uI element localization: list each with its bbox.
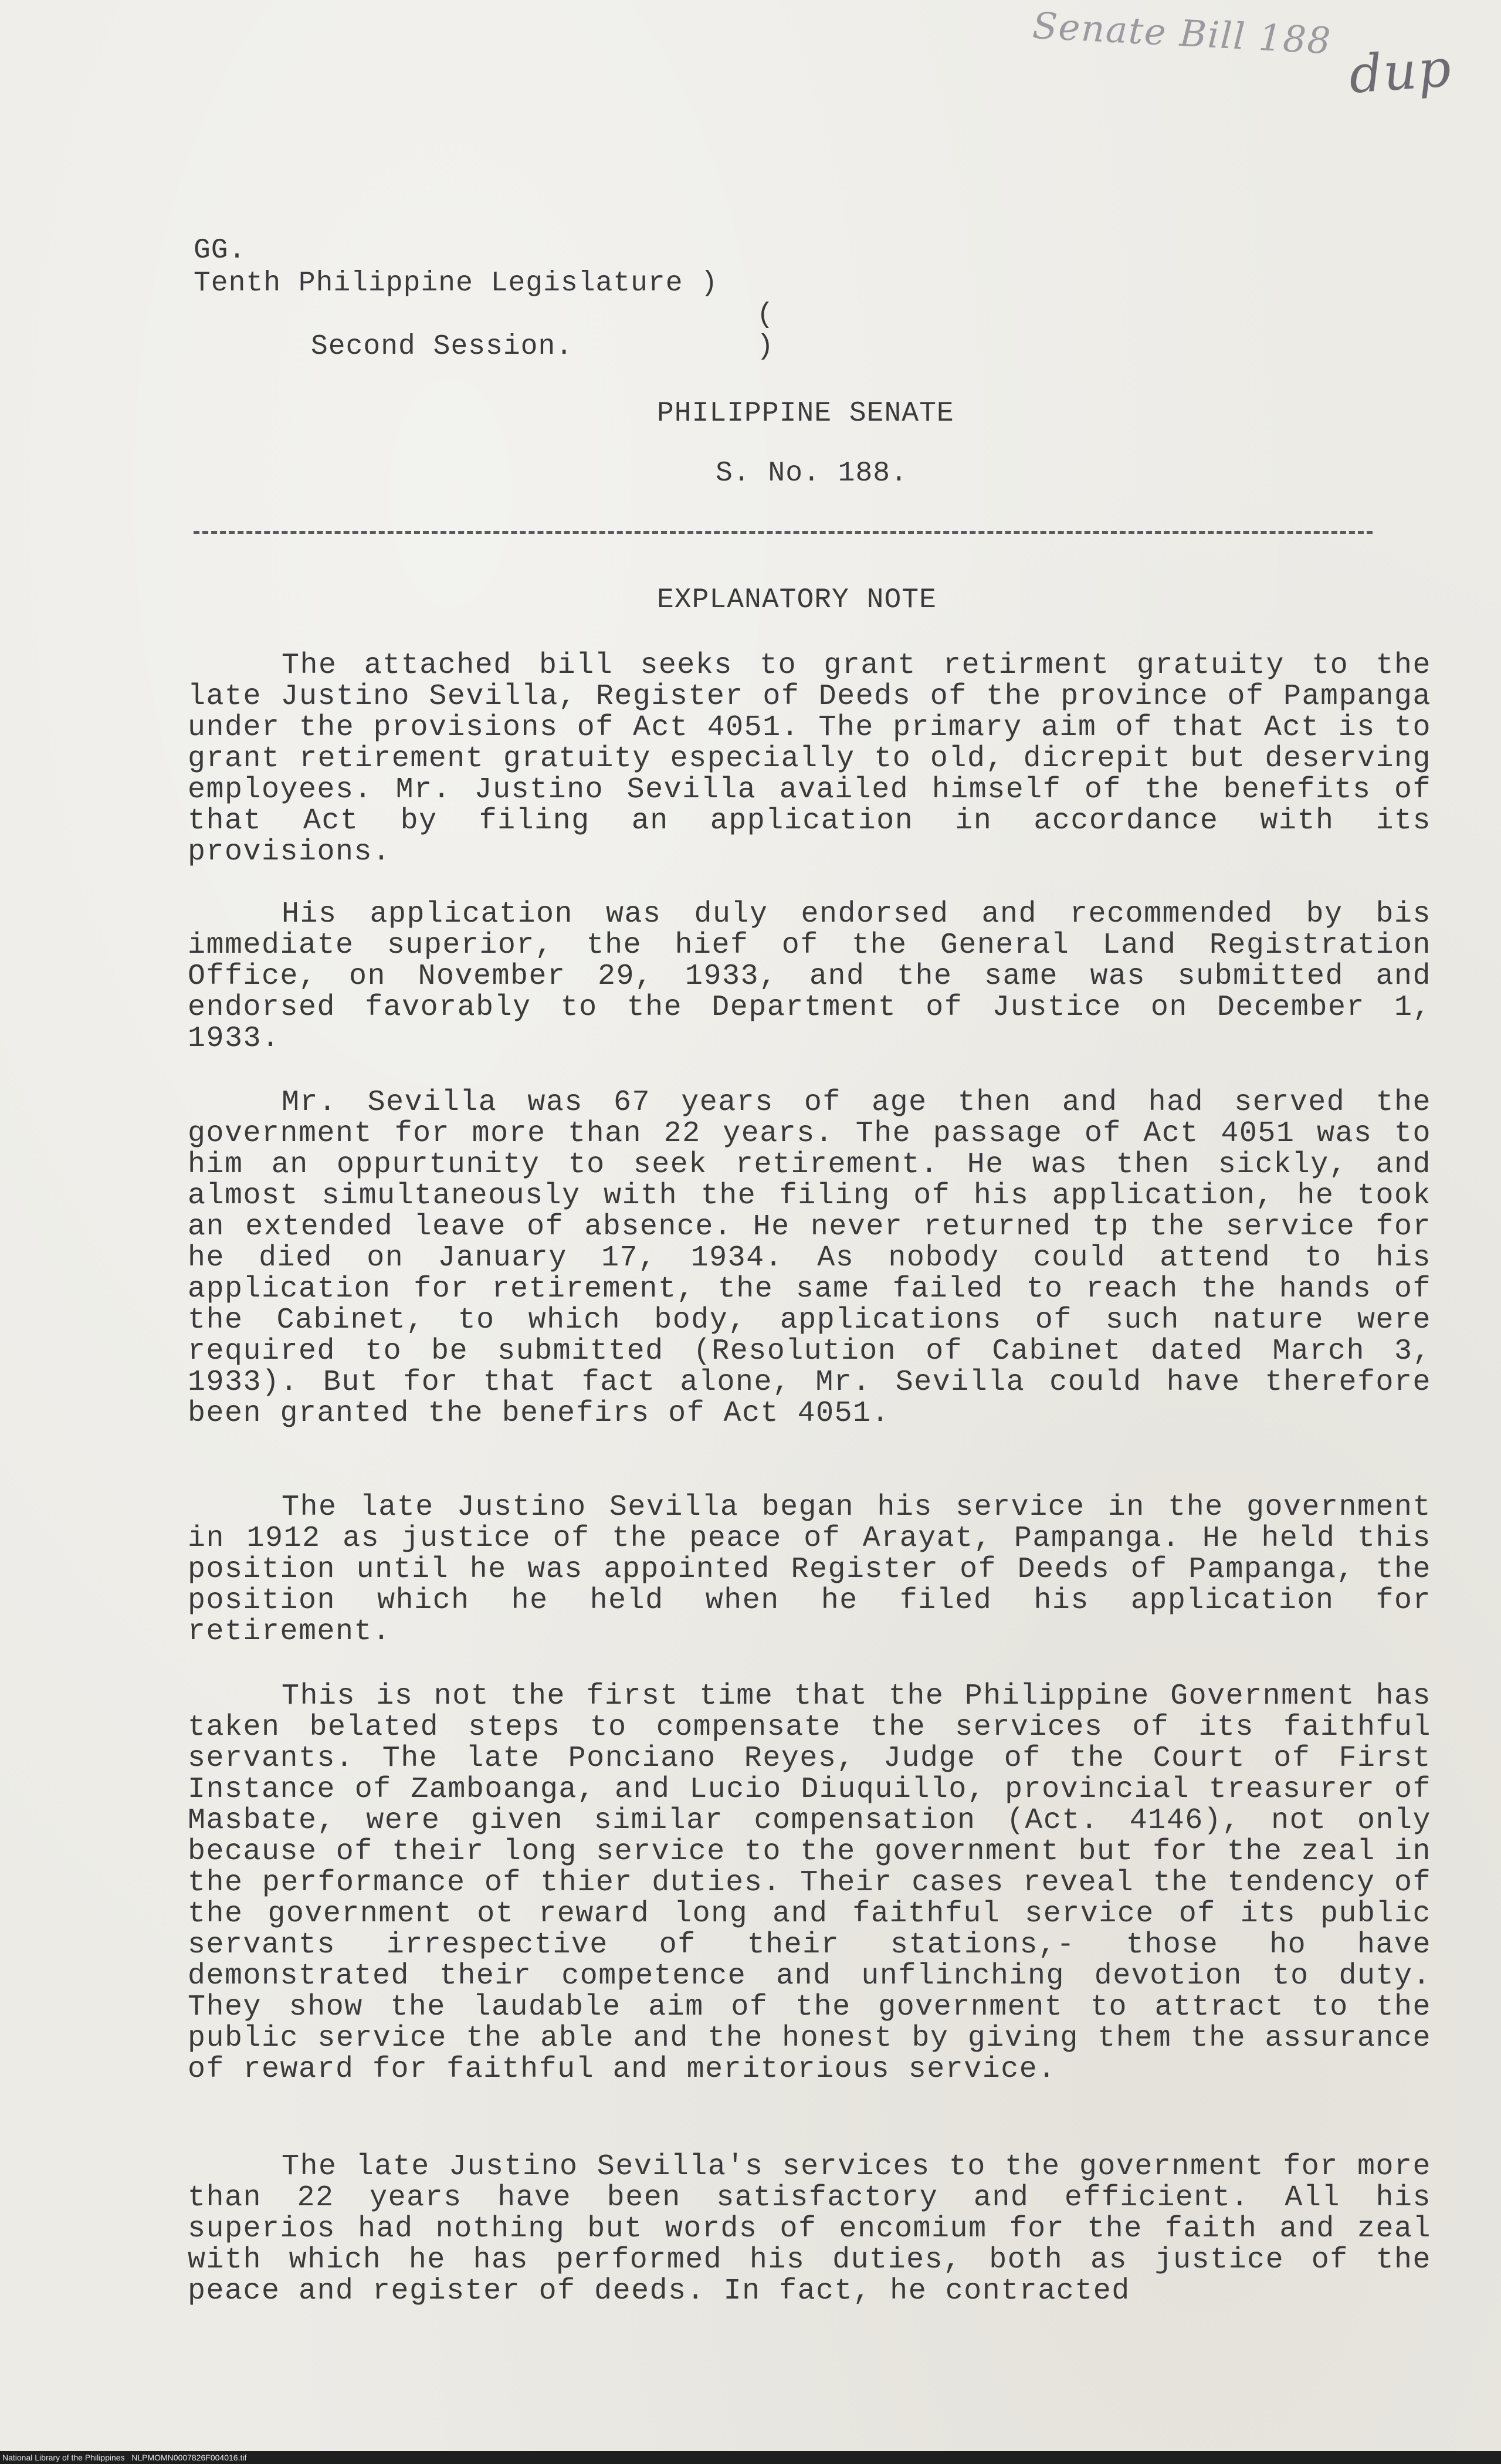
senate-title: PHILIPPINE SENATE [657, 398, 954, 429]
archive-footer-label: National Library of the Philippines NLPMOMN0007826F004016.tif [0, 2451, 1501, 2464]
paragraph-text: Mr. Sevilla was 67 years of age then and had served the government for more than 22 years. The passage of Act 4051 was to him an oppurtunity to seek retirement. He was then sickly, and almost simultaneously with the filing of his application, he took an extended leave of absence. He never returned tp the service for he died on January 17, 1934. As nobody could attend to his application for retirement, the same failed to reach the hands of the Cabinet, to which body, applications of such nature were required to be submitted (Resolution of Cabinet dated March 3, 1933). But for that fact alone, Mr. Sevilla could have therefore been granted the benefirs of Act 4051. [188, 1086, 1431, 1430]
handwritten-bill-note: Senate Bill 188 [1031, 4, 1333, 63]
document-id: GG. [194, 235, 246, 266]
dashed-separator [194, 531, 1373, 534]
handwritten-dup-note: dup [1347, 38, 1454, 105]
paragraph-1 [188, 650, 1431, 868]
paragraph-5 [188, 1681, 1431, 2085]
paragraph-text: The late Justino Sevilla began his service in the government in 1912 as justice of the peace of Arayat, Pampanga. He held this position until he was appointed Register of Deeds of Pampanga, the position which he held when he filed his application for retirement. [188, 1491, 1431, 1649]
bill-number: S. No. 188. [716, 458, 908, 489]
bracket-close: ) [757, 331, 774, 363]
session-line: Second Session. [311, 331, 574, 363]
paragraph-2 [188, 899, 1431, 1054]
paragraph-6 [188, 2151, 1431, 2307]
explanatory-note-heading: EXPLANATORY NOTE [657, 584, 937, 616]
paragraph-text: His application was duly endorsed and recommended by bis immediate superior, the hief of the General Land Registration Office, on November 29, 1933, and the same was submitted and endorsed favorably to the Department of Justice on December 1, 1933. [188, 898, 1431, 1055]
legislature-line: Tenth Philippine Legislature ) [194, 268, 719, 299]
paragraph-text: The late Justino Sevilla's services to the government for more than 22 years have been satisfactory and efficient. All his superios had nothing but words of encomium for the faith and zeal with which he has performed his duties, both as justice of the peace and register of deeds. In fact, he contracted [188, 2150, 1431, 2308]
bracket-open: ( [757, 299, 774, 331]
paragraph-text: This is not the first time that the Philippine Government has taken belated steps to compensate the services of its faithful servants. The late Ponciano Reyes, Judge of the Court of First Instance of Zamboanga, and Lucio Diuquillo, provincial treasurer of Masbate, were given similar compensation (Act. 4146), not only because of their long service to the government but for the zeal in the performance of thier duties. Their cases reveal the tendency of the government ot reward long and faithful service of its public servants irrespective of their stations,- those ho have demonstrated their competence and unflinching devotion to duty. They show the laudable aim of the government to attract to the public service the able and the honest by giving them the assurance of reward for faithful and meritorious service. [188, 1680, 1431, 2086]
paragraph-text: The attached bill seeks to grant retirment gratuity to the late Justino Sevilla, Register of Deeds of the province of Pampanga under the provisions of Act 4051. The primary aim of that Act is to grant retirement gratuity especially to old, dicrepit but deserving employees. Mr. Justino Sevilla availed himself of the benefits of that Act by filing an application in accordance with its provisions. [188, 649, 1431, 869]
paragraph-4 [188, 1492, 1431, 1647]
paragraph-3 [188, 1087, 1431, 1429]
